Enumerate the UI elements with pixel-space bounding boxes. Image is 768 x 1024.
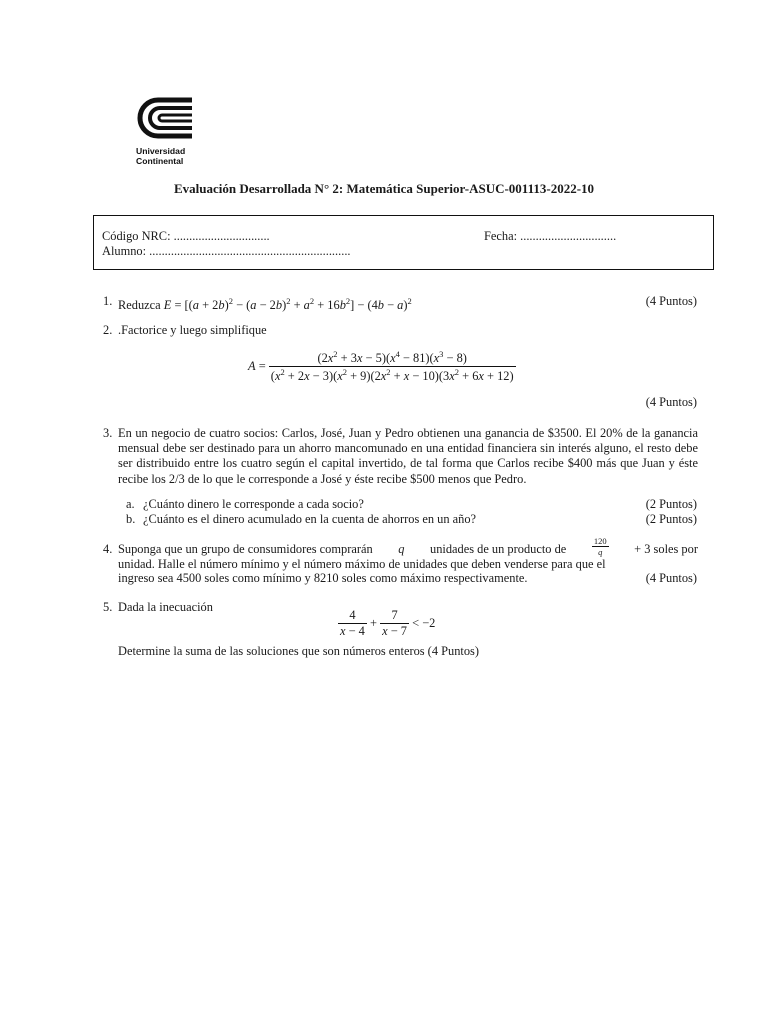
q4-line1: [118, 536, 698, 557]
q5-inequality: $\frac{4}{x - 4}$ + $\frac{7}{x - 7}$ < −2: [340, 608, 436, 638]
q1-text: [118, 294, 412, 313]
q3b-points: (2 Puntos): [645, 512, 697, 526]
q2-formula: A = $\frac{(2x^2 + 3x - 5)(x^4 - 81)(x^3 - 8)}{(x^2 + 2x - 3)(x^2 + 9)(2x^2 + x - 10)(3x^2 + 6x + 12)}$: [248, 349, 514, 384]
q5-number: 5.: [103, 600, 113, 614]
q1-formula: $E = [(a + 2b)^2 - (a - 2b)^2 + a^2 + 16b^2] - (4b - a)^2$: [163, 296, 412, 313]
q3-text: En un negocio de cuatro socios: Carlos, José, Juan y Pedro obtienen una ganancia de $3500. El 20% de la ganancia mensual debe ser destinado para un ahorro mancomunado en una entidad financiera sin interés alguno, el resto debe ser distribuido entre los cuatro según el capital invertido, de tal forma que Carlos recibe $400 más que Juan y éste recibe los 2/3 de lo que le corresponde a José y éste recibe $500 menos que Pedro.: [118, 426, 698, 486]
q4-line3: ingreso sea 4500 soles como mínimo y 8210 soles como máximo respectivamente.: [118, 571, 528, 585]
q3b-text: ¿Cuánto es el dinero acumulado en la cuenta de ahorros en un año?: [143, 512, 477, 526]
q5-text: Dada la inecuación: [118, 600, 213, 614]
q3b-label: b.: [126, 512, 136, 526]
alumno-field[interactable]: .................................................................: [149, 244, 351, 258]
logo-text-line1: Universidad: [136, 146, 186, 156]
alumno-label: Alumno:: [102, 244, 147, 258]
logo-text-line2: Continental: [136, 156, 184, 166]
q4-line2: unidad. Halle el número mínimo y el número máximo de unidades que deben venderse para que el: [118, 557, 606, 571]
q3-number: 3.: [103, 426, 113, 440]
q1-prompt: Reduzca: [118, 298, 161, 313]
q2-text: .Factorice y luego simplifique: [118, 323, 267, 337]
q4-price-fraction: $\frac{120}{q}$: [593, 536, 607, 557]
q1-number: 1.: [103, 294, 113, 308]
q4-points: (4 Puntos): [645, 571, 697, 585]
university-logo: [136, 96, 206, 166]
q3a-points: (2 Puntos): [645, 497, 697, 511]
continental-c-icon: [136, 96, 196, 140]
fecha-field[interactable]: ...............................: [520, 229, 617, 243]
q2-number: 2.: [103, 323, 113, 337]
q1-points: (4 Puntos): [645, 294, 697, 308]
q4-line1-a: Suponga que un grupo de consumidores comprarán: [118, 542, 373, 556]
q2-points: (4 Puntos): [645, 395, 697, 409]
q3a-label: a.: [126, 497, 135, 511]
codigo-nrc-row: [102, 229, 270, 244]
q4-line1-c: + 3 soles por: [634, 542, 698, 556]
q4-var-q: q: [398, 542, 405, 556]
codigo-nrc-label: Código NRC:: [102, 229, 171, 243]
alumno-row: [102, 244, 351, 259]
exam-title: Evaluación Desarrollada N° 2: Matemática Superior-ASUC-001113-2022-10: [173, 181, 595, 196]
codigo-nrc-field[interactable]: ...............................: [173, 229, 270, 243]
fecha-label: Fecha:: [484, 229, 518, 243]
q4-line1-b: unidades de un producto de: [430, 542, 567, 556]
student-info-box: [93, 215, 714, 270]
q3a-text: ¿Cuánto dinero le corresponde a cada socio?: [143, 497, 364, 511]
q4-number: 4.: [103, 542, 113, 556]
q5-tail: Determine la suma de las soluciones que son números enteros (4 Puntos): [118, 644, 479, 658]
fecha-row: [484, 229, 616, 244]
